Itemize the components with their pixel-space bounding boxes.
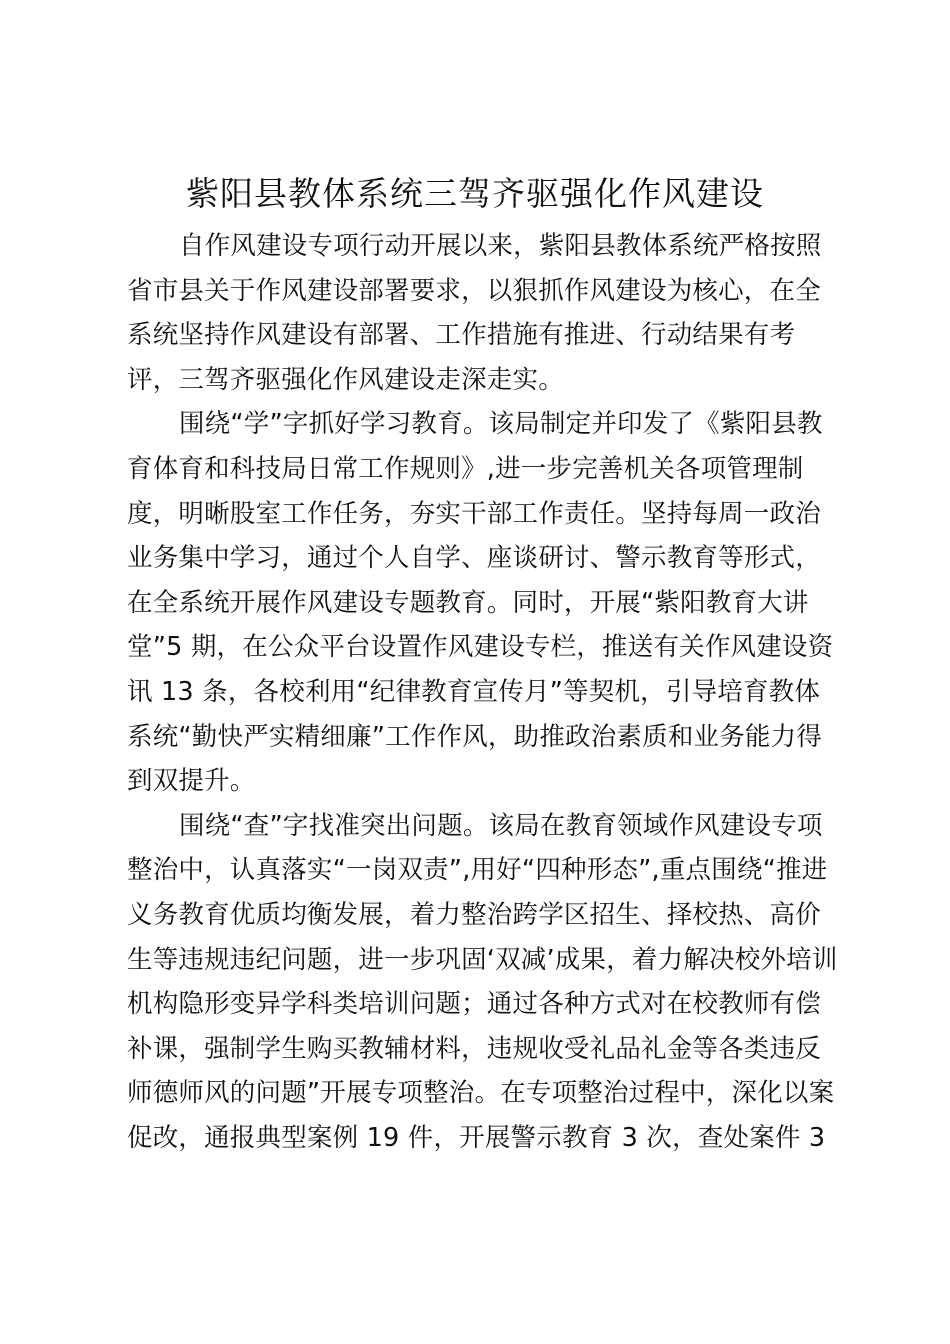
- text-line: 系统“勤快严实精细廉”工作作风，助推政治素质和业务能力得: [127, 721, 823, 752]
- text-line: 堂”5 期，在公众平台设置作风建设专栏，推送有关作风建设资: [127, 632, 834, 663]
- text-line: 业务集中学习，通过个人自学、座谈研讨、警示教育等形式，: [127, 543, 821, 574]
- text-line: 在全系统开展作风建设专题教育。同时，开展“紫阳教育大讲: [127, 587, 809, 618]
- text-line: 系统坚持作风建设有部署、工作措施有推进、行动结果有考: [127, 320, 796, 351]
- text-line: 省市县关于作风建设部署要求，以狠抓作风建设为核心，在全: [127, 275, 821, 306]
- text-line: 自作风建设专项行动开展以来，紫阳县教体系统严格按照: [179, 231, 822, 261]
- text-line: 围绕“查”字找准突出问题。该局在教育领域作风建设专项: [179, 810, 823, 841]
- text-line: 促改，通报典型案例 19 件，开展警示教育 3 次，查处案件 3: [127, 1122, 826, 1153]
- document-title: 紫阳县教体系统三驾齐驱强化作风建设: [186, 174, 764, 213]
- text-line: 生等违规违纪问题，进一步巩固‘双减’成果，着力解决校外培训: [127, 944, 838, 975]
- paragraph-study: [127, 402, 837, 803]
- paragraph-inspection: [127, 804, 837, 1161]
- text-line: 到双提升。: [127, 766, 256, 797]
- text-line: 整治中，认真落实“一岗双责”,用好“四种形态”,重点围绕“推进: [127, 855, 828, 886]
- paragraph-intro: [127, 224, 837, 402]
- text-line: 师德师风的问题”开展专项整治。在专项整治过程中，深化以案: [127, 1078, 835, 1109]
- text-line: 讯 13 条，各校利用“纪律教育宣传月”等契机，引导培育教体: [127, 676, 821, 707]
- text-line: 机构隐形变异学科类培训问题；通过各种方式对在校教师有偿: [127, 989, 821, 1020]
- text-line: 评，三驾齐驱强化作风建设走深走实。: [127, 364, 564, 395]
- text-line: 育体育和科技局日常工作规则》,进一步完善机关各项管理制: [127, 453, 804, 484]
- text-line: 度，明晰股室工作任务，夯实干部工作责任。坚持每周一政治: [127, 498, 821, 529]
- text-line: 补课，强制学生购买教辅材料，违规收受礼品礼金等各类违反: [127, 1033, 821, 1064]
- text-line: 义务教育优质均衡发展，着力整治跨学区招生、择校热、高价: [127, 899, 821, 930]
- document-body: [127, 224, 837, 1160]
- text-line: 围绕“学”字抓好学习教育。该局制定并印发了《紫阳县教: [179, 409, 823, 440]
